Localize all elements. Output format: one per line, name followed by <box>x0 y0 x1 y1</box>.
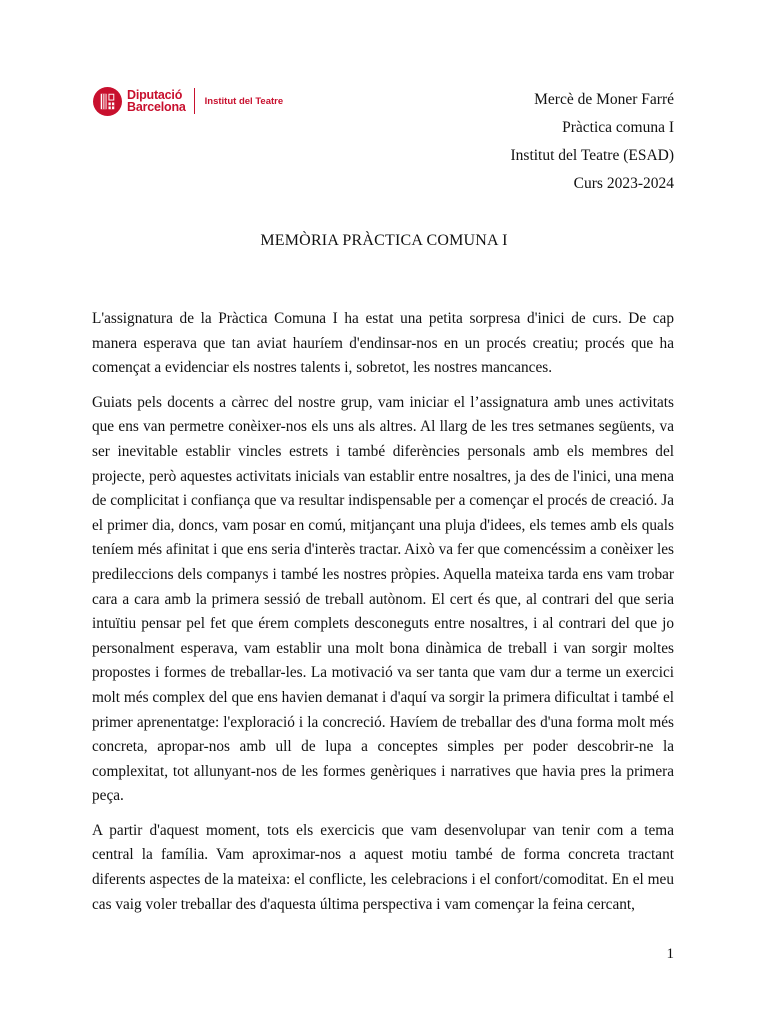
logo-divider <box>194 88 195 114</box>
logo-org-line1: Diputació <box>127 87 183 102</box>
body-paragraph: A partir d'aquest moment, tots els exercicis que vam desenvolupar van tenir com a tema central la família. Vam aproximar-nos a aquest motiu també de forma concreta tractant diferents aspectes de la mateixa: el conflicte, les celebracions i el confort/comoditat. En el meu cas vaig voler treballar des d'aquesta última perspectiva i vam començar la feina cercant, <box>92 821 674 913</box>
diputacio-shield-icon <box>93 87 122 116</box>
logo-wordmark <box>127 89 186 114</box>
author-name: Mercè de Moner Farré <box>534 91 674 108</box>
course-name: Pràctica comuna I <box>562 119 674 136</box>
document-title: MEMÒRIA PRÀCTICA COMUNA I <box>260 232 508 249</box>
logo-institute: Institut del Teatre <box>204 95 284 107</box>
academic-year: Curs 2023-2024 <box>573 175 674 192</box>
document-header-info <box>511 86 675 198</box>
institution-logo <box>93 86 283 116</box>
page-number: 1 <box>666 946 674 962</box>
school-name: Institut del Teatre (ESAD) <box>510 147 674 164</box>
body-paragraph: L'assignatura de la Pràctica Comuna I ha estat una petita sorpresa d'inici de curs. De cap manera esperava que tan aviat hauríem d'endinsar-nos en un procés creatiu; procés que ha començat a evidenciar els nostres talents i, sobretot, les nostres mancances. <box>92 310 674 377</box>
body-paragraph: Guiats pels docents a càrrec del nostre grup, vam iniciar el l’assignatura amb unes activitats que ens van permetre conèixer-nos els uns als altres. Al llarg de les tres setmanes següents, va ser inevitable establir vincles estrets i també diferències personals amb els membres del projecte, però aquestes activitats inicials van establir entre nosaltres, ja des de l'inici, una mena de complicitat i confiança que va resultar indispensable per a començar el procés de creació. Ja el primer dia, doncs, vam posar en comú, mitjançant una pluja d'idees, els temes amb els quals teníem més afinitat i que ens seria d'interès tractar. Això va fer que comencéssim a conèixer les predileccions dels companys i també les nostres pròpies. Aquella mateixa tarda ens vam trobar cara a cara amb la primera sessió de treball autònom. El cert és que, al contrari del que seria intuïtiu pensar pel fet que érem complets desconeguts entre nosaltres, i al contrari del que jo personalment esperava, vam establir una molt bona dinàmica de treball i van sorgir moltes propostes i formes de treballar-les. La motivació va ser tanta que vam dur a terme un exercici molt més complex del que ens havien demanat i d'aquí va sorgir la primera dificultat i també el primer aprenentatge: l'exploració i la concreció. Havíem de treballar des d'una forma molt més concreta, apropar-nos amb ull de lupa a conceptes simples per poder descobrir-ne la complexitat, tot allunyant-nos de les formes genèriques i narratives que havia pres la primera peça. <box>92 393 674 805</box>
document-body <box>92 307 674 927</box>
logo-org-line2: Barcelona <box>127 100 186 114</box>
